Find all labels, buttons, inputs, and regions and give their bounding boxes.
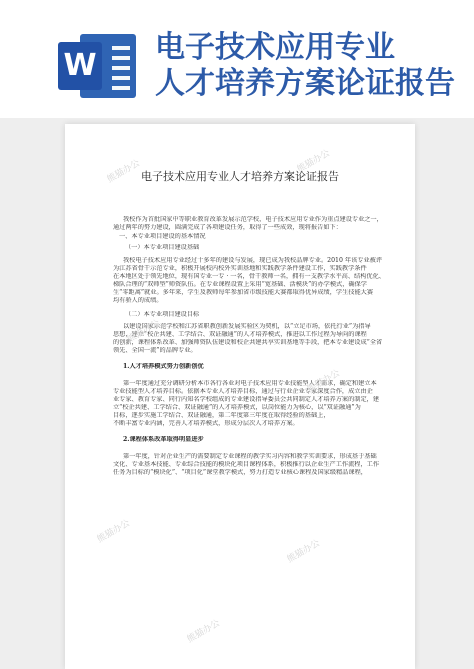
document-text-line: 任务为目标的“模块化”、“项目化”课堂教学模式，努力打造专业核心课程及国家级精品课程， <box>113 469 367 476</box>
watermark-text: 熊猫办公 <box>295 148 332 176</box>
document-text-line: （二）本专业项目建设目标 <box>125 311 200 318</box>
banner-title-line-1: 电子技术应用专业 <box>155 30 395 65</box>
document-text-line: 通过两年的努力建设，圆满完成了各项建设任务，取得了一些成效，现将报告如下： <box>113 224 342 231</box>
document-text-line: 第一年度通过充分调研分析本市各行各业对电子技术应用专业技能型人才需求，确定和建立本 <box>123 380 377 387</box>
document-text-line: 目标，逐步实施工学结合、双证融通，第二年度第三年度在取得经验的基础上， <box>113 412 330 419</box>
document-text-line: 1.人才培养模式努力创新创优 <box>123 363 204 370</box>
document-text-line: 我校作为首批国家中等职业教育改革发展示范学校，电子技术应用专业作为重点建设专业之一， <box>123 216 383 223</box>
document-text-line: 生“零距离”就业。多年来，学生及教师每年参加省市级技能大赛都取得优异成绩，学生技能大赛 <box>113 289 374 296</box>
banner-title <box>155 30 470 102</box>
document-text-line: 为江苏省骨干示范专业，积极开展校内校外实训基地和实践教学条件建设工作，实践教学条件 <box>113 265 367 272</box>
word-document-icon <box>58 34 136 98</box>
document-text-line: 文化、专业基本技能、专业综合技能的模块化项目课程体系，积极推行以企业生产工作流程，工作 <box>113 461 380 468</box>
document-page <box>65 124 415 669</box>
document-text-line: 思想，建立“校企共建、工学结合、双证融通”的人才培养模式，推进以工作过程为导向的课程 <box>113 331 367 338</box>
document-text-line: 在本地区处于领先地位，现有国专业一专 · 一名，骨干教师一名，拥有一支教学水平高、结构优化、 <box>113 273 385 280</box>
watermark-text: 熊猫办公 <box>185 618 222 646</box>
watermark-text: 熊猫办公 <box>105 158 142 186</box>
watermark-text: 熊猫办公 <box>125 318 162 346</box>
document-text-line: 的创新，课程体系改革、加强师资队伍建设和校企共建共享实训基地等手段，把本专业建设成“全省 <box>113 339 383 346</box>
word-icon-lines <box>112 46 130 96</box>
document-text-line: 专业技能型人才培养目标。依据本专业人才培养目标，通过与行业企业专家深度合作，成立由企 <box>113 388 373 395</box>
document-text-line: （一）本专业项目建设基础 <box>125 244 200 251</box>
watermark-text: 熊猫办公 <box>285 538 322 566</box>
watermark-text: 熊猫办公 <box>305 368 342 396</box>
document-text-line: 业专家、教育专家、同行内知名学校组成的专业建设指导委员会共同制定人才培养方案的制定，建 <box>113 396 380 403</box>
document-text-line: 2.课程体系改革取得明显进步 <box>123 436 204 443</box>
document-text-line: 不断丰富专业内涵，完善人才培养模式，形成分层次人才培养方案。 <box>113 420 299 427</box>
watermark-text: 熊猫办公 <box>95 518 132 546</box>
document-text-line: 一、本专业项目建设的基本情况 <box>119 233 206 240</box>
document-text-line: 均有骄人的成绩。 <box>113 297 163 304</box>
document-text-line: 梯队合理的“双师型”师资队伍。在专业课程设置上采用“宽基础、活模块”的办学模式，确保学 <box>113 281 367 288</box>
word-icon-letter: W <box>58 42 102 90</box>
document-text-line: 第一年度，针对企业生产的需要制定专业课程的教学实习内容和教学实训要求，形成基于基础 <box>123 453 377 460</box>
document-text-line: 领先、全国一流”的品牌专业。 <box>113 347 197 354</box>
document-text-line: 以建设国家示范学校和江苏省职教创新发展实验区为契机，以“立足市场，依托行业”为指导 <box>123 323 371 330</box>
banner-title-line-2: 人才培养方案论证报告 <box>155 66 455 101</box>
document-title: 电子技术应用专业人才培养方案论证报告 <box>141 170 339 183</box>
document-text-line: 立“校企共建、工学结合、双证融通”的人才培养模式，以岗位能力为核心，以“双证融通”为 <box>113 404 361 411</box>
header-banner <box>0 0 474 118</box>
document-text-line: 我校电子技术应用专业经过十多年的建设与发展，现已成为我校品牌专业。2010 年该专业被评 <box>123 257 383 264</box>
